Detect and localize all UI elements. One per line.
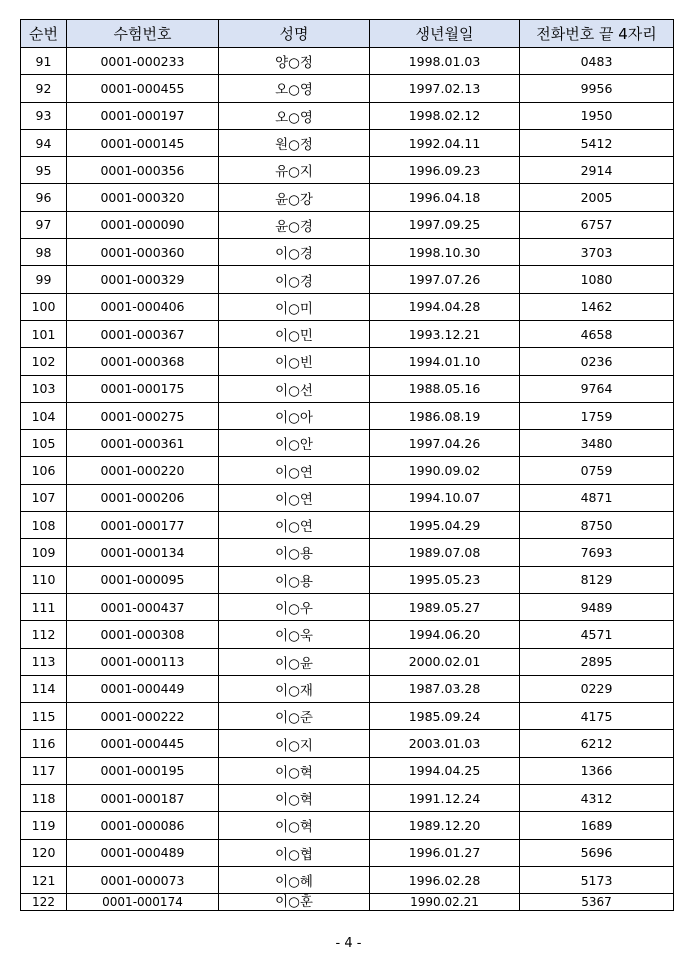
cell-number: 119 <box>21 812 67 839</box>
cell-name: 이○협 <box>219 839 370 866</box>
table-row <box>21 539 674 566</box>
table-row <box>21 157 674 184</box>
cell-exam-id: 0001-000360 <box>67 239 219 266</box>
cell-birthdate: 2003.01.03 <box>370 730 520 757</box>
header-name: 성명 <box>219 20 370 48</box>
table-row <box>21 266 674 293</box>
cell-birthdate: 1995.05.23 <box>370 566 520 593</box>
cell-number: 106 <box>21 457 67 484</box>
cell-phone-last4: 5367 <box>520 894 674 911</box>
cell-phone-last4: 9764 <box>520 375 674 402</box>
cell-name: 이○안 <box>219 430 370 457</box>
cell-exam-id: 0001-000308 <box>67 621 219 648</box>
table-row <box>21 621 674 648</box>
cell-phone-last4: 9489 <box>520 593 674 620</box>
cell-exam-id: 0001-000406 <box>67 293 219 320</box>
applicant-table <box>20 19 674 911</box>
cell-number: 91 <box>21 48 67 75</box>
table-row <box>21 866 674 893</box>
cell-birthdate: 1991.12.24 <box>370 785 520 812</box>
cell-exam-id: 0001-000455 <box>67 75 219 102</box>
cell-number: 110 <box>21 566 67 593</box>
cell-birthdate: 1989.07.08 <box>370 539 520 566</box>
header-birthdate: 생년월일 <box>370 20 520 48</box>
table-row <box>21 839 674 866</box>
cell-birthdate: 1998.01.03 <box>370 48 520 75</box>
cell-number: 107 <box>21 484 67 511</box>
cell-birthdate: 1995.04.29 <box>370 512 520 539</box>
cell-exam-id: 0001-000356 <box>67 157 219 184</box>
cell-birthdate: 1987.03.28 <box>370 675 520 702</box>
cell-number: 97 <box>21 211 67 238</box>
cell-phone-last4: 1080 <box>520 266 674 293</box>
cell-birthdate: 1997.07.26 <box>370 266 520 293</box>
table-row <box>21 293 674 320</box>
cell-exam-id: 0001-000437 <box>67 593 219 620</box>
cell-name: 양○정 <box>219 48 370 75</box>
table-row <box>21 812 674 839</box>
cell-name: 이○혁 <box>219 812 370 839</box>
cell-number: 114 <box>21 675 67 702</box>
cell-birthdate: 1988.05.16 <box>370 375 520 402</box>
cell-number: 96 <box>21 184 67 211</box>
cell-exam-id: 0001-000086 <box>67 812 219 839</box>
cell-number: 117 <box>21 757 67 784</box>
cell-birthdate: 1996.02.28 <box>370 866 520 893</box>
page-number: - 4 - <box>335 936 362 951</box>
cell-birthdate: 1998.02.12 <box>370 102 520 129</box>
cell-number: 118 <box>21 785 67 812</box>
cell-phone-last4: 8129 <box>520 566 674 593</box>
cell-phone-last4: 0759 <box>520 457 674 484</box>
cell-name: 이○용 <box>219 566 370 593</box>
cell-number: 101 <box>21 320 67 347</box>
cell-exam-id: 0001-000329 <box>67 266 219 293</box>
cell-name: 유○지 <box>219 157 370 184</box>
cell-phone-last4: 5696 <box>520 839 674 866</box>
cell-name: 이○선 <box>219 375 370 402</box>
cell-phone-last4: 1689 <box>520 812 674 839</box>
cell-birthdate: 1996.09.23 <box>370 157 520 184</box>
cell-exam-id: 0001-000367 <box>67 320 219 347</box>
cell-birthdate: 1989.12.20 <box>370 812 520 839</box>
cell-exam-id: 0001-000197 <box>67 102 219 129</box>
cell-name: 이○욱 <box>219 621 370 648</box>
cell-birthdate: 1990.02.21 <box>370 894 520 911</box>
cell-name: 오○영 <box>219 102 370 129</box>
table-row <box>21 566 674 593</box>
table-row <box>21 211 674 238</box>
cell-phone-last4: 8750 <box>520 512 674 539</box>
cell-birthdate: 2000.02.01 <box>370 648 520 675</box>
cell-exam-id: 0001-000320 <box>67 184 219 211</box>
cell-name: 이○훈 <box>219 894 370 911</box>
cell-exam-id: 0001-000145 <box>67 129 219 156</box>
table-body <box>21 48 674 911</box>
cell-name: 이○혁 <box>219 757 370 784</box>
cell-number: 116 <box>21 730 67 757</box>
cell-birthdate: 1997.09.25 <box>370 211 520 238</box>
table-row <box>21 239 674 266</box>
cell-name: 이○경 <box>219 239 370 266</box>
cell-phone-last4: 0483 <box>520 48 674 75</box>
cell-name: 윤○경 <box>219 211 370 238</box>
cell-phone-last4: 2005 <box>520 184 674 211</box>
cell-exam-id: 0001-000206 <box>67 484 219 511</box>
cell-exam-id: 0001-000489 <box>67 839 219 866</box>
header-number: 순번 <box>21 20 67 48</box>
cell-name: 이○경 <box>219 266 370 293</box>
table-row <box>21 348 674 375</box>
cell-name: 이○민 <box>219 320 370 347</box>
cell-phone-last4: 1462 <box>520 293 674 320</box>
cell-number: 108 <box>21 512 67 539</box>
cell-exam-id: 0001-000368 <box>67 348 219 375</box>
cell-name: 이○빈 <box>219 348 370 375</box>
table-row <box>21 320 674 347</box>
cell-birthdate: 1986.08.19 <box>370 402 520 429</box>
cell-phone-last4: 6757 <box>520 211 674 238</box>
cell-name: 이○우 <box>219 593 370 620</box>
cell-birthdate: 1993.12.21 <box>370 320 520 347</box>
cell-name: 이○준 <box>219 703 370 730</box>
cell-exam-id: 0001-000095 <box>67 566 219 593</box>
cell-phone-last4: 4175 <box>520 703 674 730</box>
header-exam-id: 수험번호 <box>67 20 219 48</box>
cell-name: 이○윤 <box>219 648 370 675</box>
cell-exam-id: 0001-000195 <box>67 757 219 784</box>
table-row <box>21 512 674 539</box>
cell-birthdate: 1989.05.27 <box>370 593 520 620</box>
cell-exam-id: 0001-000073 <box>67 866 219 893</box>
cell-birthdate: 1997.04.26 <box>370 430 520 457</box>
cell-number: 104 <box>21 402 67 429</box>
table-row <box>21 757 674 784</box>
cell-number: 94 <box>21 129 67 156</box>
cell-name: 이○연 <box>219 457 370 484</box>
cell-number: 115 <box>21 703 67 730</box>
cell-number: 111 <box>21 593 67 620</box>
table-row <box>21 430 674 457</box>
cell-phone-last4: 2895 <box>520 648 674 675</box>
table-row <box>21 703 674 730</box>
table-row <box>21 184 674 211</box>
cell-birthdate: 1994.06.20 <box>370 621 520 648</box>
cell-name: 이○재 <box>219 675 370 702</box>
cell-phone-last4: 1366 <box>520 757 674 784</box>
cell-name: 이○혁 <box>219 785 370 812</box>
cell-exam-id: 0001-000449 <box>67 675 219 702</box>
cell-exam-id: 0001-000445 <box>67 730 219 757</box>
cell-name: 원○정 <box>219 129 370 156</box>
cell-phone-last4: 3703 <box>520 239 674 266</box>
table-row <box>21 593 674 620</box>
cell-phone-last4: 0236 <box>520 348 674 375</box>
cell-exam-id: 0001-000134 <box>67 539 219 566</box>
cell-phone-last4: 4658 <box>520 320 674 347</box>
cell-phone-last4: 9956 <box>520 75 674 102</box>
cell-number: 121 <box>21 866 67 893</box>
cell-phone-last4: 5173 <box>520 866 674 893</box>
cell-number: 103 <box>21 375 67 402</box>
cell-birthdate: 1992.04.11 <box>370 129 520 156</box>
cell-phone-last4: 4871 <box>520 484 674 511</box>
cell-number: 92 <box>21 75 67 102</box>
cell-number: 95 <box>21 157 67 184</box>
cell-name: 이○미 <box>219 293 370 320</box>
cell-number: 102 <box>21 348 67 375</box>
cell-exam-id: 0001-000090 <box>67 211 219 238</box>
table-row <box>21 48 674 75</box>
cell-birthdate: 1998.10.30 <box>370 239 520 266</box>
cell-phone-last4: 4571 <box>520 621 674 648</box>
cell-number: 93 <box>21 102 67 129</box>
table-row <box>21 484 674 511</box>
cell-exam-id: 0001-000275 <box>67 402 219 429</box>
cell-number: 105 <box>21 430 67 457</box>
cell-phone-last4: 5412 <box>520 129 674 156</box>
table-row <box>21 648 674 675</box>
cell-birthdate: 1997.02.13 <box>370 75 520 102</box>
cell-birthdate: 1990.09.02 <box>370 457 520 484</box>
cell-phone-last4: 4312 <box>520 785 674 812</box>
table-row <box>21 75 674 102</box>
cell-birthdate: 1994.04.28 <box>370 293 520 320</box>
cell-name: 이○연 <box>219 512 370 539</box>
cell-exam-id: 0001-000113 <box>67 648 219 675</box>
cell-number: 120 <box>21 839 67 866</box>
cell-phone-last4: 2914 <box>520 157 674 184</box>
cell-name: 이○지 <box>219 730 370 757</box>
cell-phone-last4: 7693 <box>520 539 674 566</box>
cell-birthdate: 1994.10.07 <box>370 484 520 511</box>
cell-number: 109 <box>21 539 67 566</box>
cell-exam-id: 0001-000174 <box>67 894 219 911</box>
cell-phone-last4: 3480 <box>520 430 674 457</box>
cell-phone-last4: 1950 <box>520 102 674 129</box>
cell-number: 113 <box>21 648 67 675</box>
table-row <box>21 675 674 702</box>
cell-phone-last4: 0229 <box>520 675 674 702</box>
cell-name: 이○아 <box>219 402 370 429</box>
cell-birthdate: 1985.09.24 <box>370 703 520 730</box>
cell-exam-id: 0001-000233 <box>67 48 219 75</box>
cell-exam-id: 0001-000187 <box>67 785 219 812</box>
cell-exam-id: 0001-000361 <box>67 430 219 457</box>
cell-name: 오○영 <box>219 75 370 102</box>
table-row <box>21 457 674 484</box>
cell-name: 윤○강 <box>219 184 370 211</box>
cell-phone-last4: 1759 <box>520 402 674 429</box>
table-row <box>21 785 674 812</box>
cell-birthdate: 1994.04.25 <box>370 757 520 784</box>
cell-number: 100 <box>21 293 67 320</box>
table-row <box>21 402 674 429</box>
cell-name: 이○혜 <box>219 866 370 893</box>
cell-exam-id: 0001-000220 <box>67 457 219 484</box>
table-header-row <box>21 20 674 48</box>
cell-phone-last4: 6212 <box>520 730 674 757</box>
cell-exam-id: 0001-000177 <box>67 512 219 539</box>
header-phone-last4: 전화번호 끝 4자리 <box>520 20 674 48</box>
cell-number: 99 <box>21 266 67 293</box>
cell-name: 이○연 <box>219 484 370 511</box>
cell-birthdate: 1996.01.27 <box>370 839 520 866</box>
cell-birthdate: 1996.04.18 <box>370 184 520 211</box>
cell-name: 이○용 <box>219 539 370 566</box>
cell-exam-id: 0001-000175 <box>67 375 219 402</box>
table-row <box>21 894 674 911</box>
cell-exam-id: 0001-000222 <box>67 703 219 730</box>
cell-number: 122 <box>21 894 67 911</box>
table-row <box>21 730 674 757</box>
cell-birthdate: 1994.01.10 <box>370 348 520 375</box>
cell-number: 98 <box>21 239 67 266</box>
table-row <box>21 129 674 156</box>
cell-number: 112 <box>21 621 67 648</box>
table-row <box>21 375 674 402</box>
table-row <box>21 102 674 129</box>
